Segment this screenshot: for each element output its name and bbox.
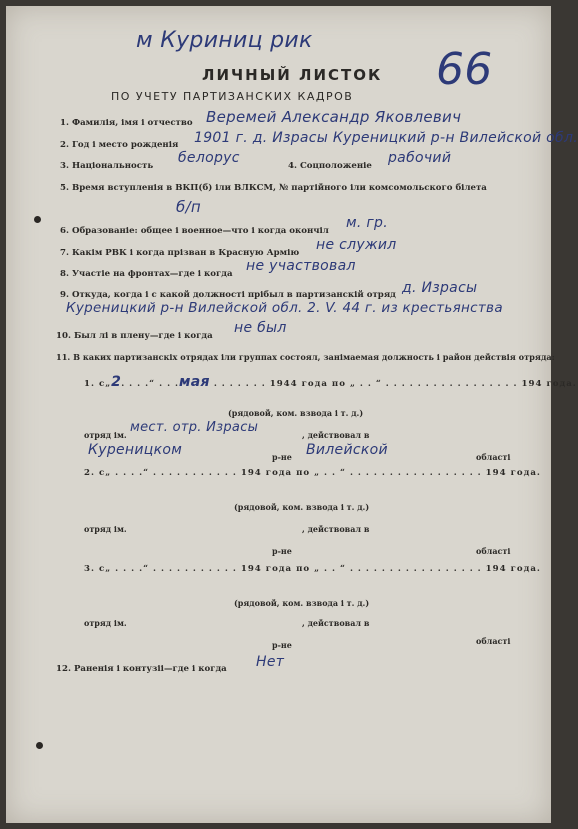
file-number: 66 bbox=[436, 44, 493, 95]
period-1-region-label: області bbox=[476, 452, 511, 462]
period-3-num: 3. с bbox=[84, 564, 106, 574]
field-9-value-line1: д. Израсы bbox=[402, 280, 478, 296]
period-3-to-tail: года. bbox=[510, 564, 541, 574]
field-10-label: 10. Был лі в плену—где і когда bbox=[56, 331, 213, 341]
period-1-unit-value: мест. отр. Израсы bbox=[130, 420, 259, 435]
period-1-region-value: Вилейской bbox=[306, 442, 388, 458]
period-1-month: мая bbox=[179, 374, 210, 390]
period-2-to: года по bbox=[265, 468, 311, 478]
field-8-value: не участвовал bbox=[246, 258, 356, 274]
field-5-value: б/п bbox=[176, 198, 202, 216]
field-1-value: Веремей Александр Яковлевич bbox=[206, 108, 462, 126]
period-1-to: года по bbox=[301, 379, 346, 389]
period-2-year: 194 bbox=[240, 468, 262, 478]
field-12-value: Нет bbox=[256, 654, 285, 670]
field-9-value-line2: Куреницкий р-н Вилейской обл. 2. V. 44 г. из крестьянства bbox=[66, 300, 503, 316]
field-9-label: 9. Откуда, когда і с какой должності прібыл в партизанскій отряд bbox=[60, 290, 396, 300]
field-3-label: 3. Національность bbox=[60, 161, 154, 171]
period-2-role-hint: (рядовой, ком. взвода і т. д.) bbox=[234, 502, 370, 512]
period-1-acted-label: , действовал в bbox=[302, 430, 370, 440]
field-10-value: не был bbox=[234, 320, 287, 336]
period-3-region-label: області bbox=[476, 636, 511, 646]
period-2-rayon-label: р-не bbox=[272, 546, 292, 556]
district-handwritten: м Куриниц рик bbox=[136, 28, 313, 53]
punch-hole bbox=[36, 742, 43, 749]
period-2-to-year: 194 bbox=[485, 468, 507, 478]
period-2-unit-label: отряд ім. bbox=[84, 524, 127, 534]
field-11-label: 11. В каких партизанскіх отрядах іли группах состоял, занімаемая должность і район действія отряда: bbox=[56, 352, 555, 362]
period-3-to: года по bbox=[265, 564, 311, 574]
period-3-role-hint: (рядовой, ком. взвода і т. д.) bbox=[234, 598, 370, 608]
period-3-unit-label: отряд ім. bbox=[84, 618, 127, 628]
period-1-role-hint: (рядовой, ком. взвода і т. д.) bbox=[228, 408, 364, 418]
field-12-label: 12. Раненія і контузіі—где і когда bbox=[56, 664, 227, 674]
period-1-to-tail: года. bbox=[546, 379, 577, 389]
field-4-value: рабочий bbox=[388, 150, 452, 166]
period-1-day: 2 bbox=[111, 374, 122, 390]
field-6-label: 6. Образованіе: общее і военное—что і когда окончіл bbox=[60, 226, 329, 236]
field-4-label: 4. Соцположеніе bbox=[288, 161, 372, 171]
field-1-label: 1. Фамилія, імя і отчество bbox=[60, 118, 193, 128]
period-1-to-year: 194 bbox=[521, 379, 543, 389]
period-3-to-year: 194 bbox=[485, 564, 507, 574]
field-8-label: 8. Участіе на фронтах—где і когда bbox=[60, 269, 233, 279]
field-7-label: 7. Какім РВК і когда прізван в Красную Армію bbox=[60, 248, 300, 258]
field-5-label: 5. Время вступленія в ВКП(б) іли ВЛКСМ, № партійного іли комсомольского білета bbox=[60, 183, 487, 193]
document-title: ЛИЧНЫЙ ЛИСТОК bbox=[202, 66, 383, 84]
period-1-num: 1. с bbox=[84, 379, 106, 389]
field-3-value: белорус bbox=[178, 150, 240, 166]
period-3-acted-label: , действовал в bbox=[302, 618, 370, 628]
period-1-year: 1944 bbox=[269, 379, 298, 389]
field-6-value: м. гр. bbox=[346, 215, 388, 231]
punch-hole bbox=[34, 216, 41, 223]
period-3-year: 194 bbox=[240, 564, 262, 574]
document-page: м Куриниц рик 66 ЛИЧНЫЙ ЛИСТОК ПО УЧЕТУ ПАРТИЗАНСКИХ КАДРОВ 1. Фамилія, імя і отчество Веремей Александр Яковлевич 2. Год і место рожденія 1901 г. д. Израсы Куреницкий р-н Вилейской обл. 3. Національность белорус 4. Соцположеніе рабочий 5. Время вступленія в ВКП(б) іли ВЛКСМ, № партійного іли комсомольского білета б/п 6. Образованіе: общее і военное—что і когда окончіл м. гр. 7. Какім РВК і когда прізван в Красную Армію не служил 8. Участіе на фронтах—где і когда не участвовал 9. Откуда, когда і с какой должності прібыл в партизанскій отряд д. Израсы Куреницкий р-н Вилейской обл. 2. V. 44 г. из крестьянства 10. Был лі в плену—где і когда не был 11. В каких партизанскіх отрядах іли группах состоял, занімаемая должность і район действія отряда: 1. с„2. . . .“ . . .мая . . . . . . . 1944 года по „ . . “ . . . . . . . . . . . . . . . . . 194 года. (рядовой, ком. взвода і т. д.) отряд ім. мест. отр. Израсы , действовал в Куреницком р-не Вилейской області 2. с„ . . . .“ . . . . . . . . . . . 194 года по „ . . “ . . . . . . . . . . . . . . . . . 194 года. (рядовой, ком. взвода і т. д.) отряд ім. , действовал в р-не області 3. с„ . . . .“ . . . . . . . . . . . 194 года по „ . . “ . . . . . . . . . . . . . . . . . 194 года. (рядовой, ком. взвода і т. д.) отряд ім. , действовал в р-не області 12. Раненія і контузіі—где і когда Нет bbox=[6, 6, 551, 823]
period-2-acted-label: , действовал в bbox=[302, 524, 370, 534]
period-3-rayon-label: р-не bbox=[272, 640, 292, 650]
period-2-num: 2. с bbox=[84, 468, 106, 478]
period-1-rayon-label: р-не bbox=[272, 452, 292, 462]
period-1-unit-label: отряд ім. bbox=[84, 430, 127, 440]
period-1-area-value: Куреницком bbox=[88, 442, 183, 458]
field-7-value: не служил bbox=[316, 237, 397, 253]
field-2-label: 2. Год і место рожденія bbox=[60, 140, 179, 150]
document-subtitle: ПО УЧЕТУ ПАРТИЗАНСКИХ КАДРОВ bbox=[111, 90, 354, 103]
field-2-value: 1901 г. д. Израсы Куреницкий р-н Вилейской обл. bbox=[194, 130, 578, 146]
period-2-to-tail: года. bbox=[510, 468, 541, 478]
period-2-region-label: області bbox=[476, 546, 511, 556]
